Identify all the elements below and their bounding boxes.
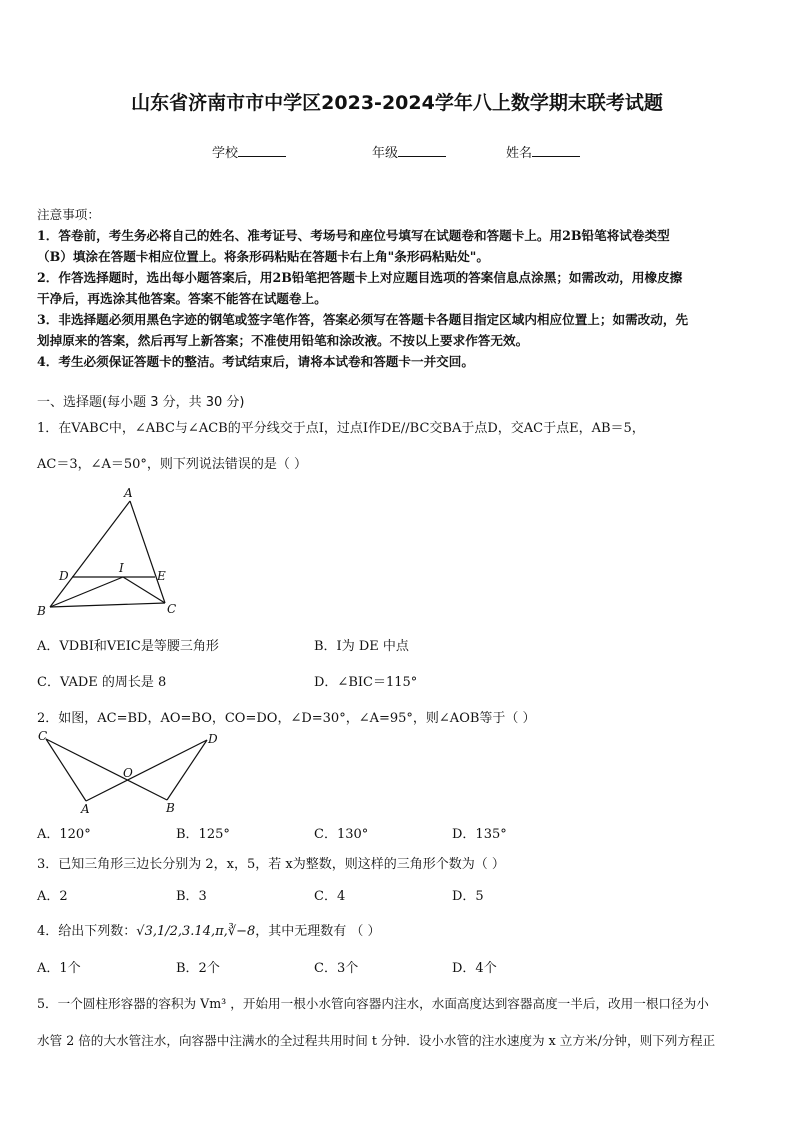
q1-option-d: D．∠BIC＝115°	[314, 675, 418, 690]
name-field	[506, 142, 580, 161]
q4-option-a: A．1个	[37, 961, 81, 976]
notice-line: 3．非选择题必须用黑色字迹的钢笔或签字笔作答，答案必须写在答题卡各题目指定区域内相应位置上；如需改动，先	[37, 312, 689, 327]
grade-field	[372, 142, 446, 161]
school-blank	[238, 144, 286, 157]
grade-blank	[398, 144, 446, 157]
name-label: 姓名	[506, 146, 533, 161]
notice-line: 划掉原来的答案，然后再写上新答案；不准使用铅笔和涂改液。不按以上要求作答无效。	[37, 333, 529, 348]
segment-ca	[46, 739, 86, 801]
notice-line: （B）填涂在答题卡相应位置上。将条形码粘贴在答题卡右上角"条形码粘贴处"。	[37, 249, 489, 264]
q3-option-a: A．2	[37, 889, 68, 904]
label-b: B	[37, 604, 46, 618]
label-c: C	[167, 602, 177, 616]
school-label: 学校	[212, 146, 239, 161]
q3-option-b: B．3	[176, 889, 207, 904]
q1-stem-line1: 1．在VABC中，∠ABC与∠ACB的平分线交于点I，过点I作DE//BC交BA于点D，交AC于点E，AB＝5，	[37, 421, 645, 436]
q4-item-fraction: 1/2	[156, 924, 178, 939]
notice-heading: 注意事项：	[37, 207, 100, 222]
q4-stem-pre: 4．给出下列数：	[37, 924, 137, 939]
q2-option-b: B．125°	[176, 827, 230, 842]
q4-item: ∛−8	[227, 924, 256, 939]
label-i: I	[119, 561, 124, 575]
q5-stem-line2: 水管 2 倍的大水管注水，向容器中注满水的全过程共用时间 t 分钟．设小水管的注水速度为 x 立方米/分钟，则下列方程正	[37, 1033, 716, 1048]
q4-option-d: D．4个	[452, 961, 497, 976]
q1-option-b: B．I为 DE 中点	[314, 639, 409, 654]
q2-option-a: A．120°	[37, 827, 91, 842]
school-field	[212, 142, 286, 161]
label-o: O	[123, 766, 133, 780]
label-d: D	[208, 732, 218, 746]
grade-label: 年级	[372, 146, 399, 161]
label-e: E	[157, 569, 166, 583]
segment-bd	[167, 740, 207, 800]
q4-stem	[37, 920, 381, 939]
q1-stem-line2: AC＝3，∠A＝50°，则下列说法错误的是（ ）	[37, 457, 308, 472]
q4-option-c: C．3个	[314, 961, 359, 976]
notice-line: 2．作答选择题时，选出每小题答案后，用2B铅笔把答题卡上对应题目选项的答案信息点涂黑；如需改动，用橡皮擦	[37, 270, 683, 285]
section-heading: 一、选择题(每小题 3 分，共 30 分)	[37, 395, 245, 410]
q3-stem: 3．已知三角形三边长分别为 2，x，5，若 x为整数，则这样的三角形个数为（ ）	[37, 857, 505, 872]
label-c: C	[38, 729, 48, 743]
label-a: A	[124, 486, 133, 500]
page-title: 山东省济南市市中学区2023-2024学年八上数学期末联考试题	[131, 92, 663, 114]
q2-option-d: D．135°	[452, 827, 507, 842]
side-ac	[130, 501, 165, 603]
q4-option-b: B．2个	[176, 961, 220, 976]
q2-option-c: C．130°	[314, 827, 369, 842]
q4-item: ,3.14,π,	[177, 924, 228, 939]
notice-line: 4．考生必须保证答题卡的整洁。考试结束后，请将本试卷和答题卡一并交回。	[37, 354, 474, 369]
segment-ad	[86, 740, 207, 801]
q4-item: √3,	[136, 924, 157, 939]
q3-option-d: D．5	[452, 889, 484, 904]
q1-option-a: A．VDBI和VEIC是等腰三角形	[37, 639, 219, 654]
side-bc	[50, 603, 165, 607]
label-b: B	[166, 801, 175, 815]
notice-line: 干净后，再选涂其他答案。答案不能答在试题卷上。	[37, 291, 327, 306]
q5-stem-line1: 5．一个圆柱形容器的容积为 Vm³ ，开始用一根小水管向容器内注水，水面高度达到容器高度一半后，改用一根口径为小	[37, 996, 709, 1011]
notice-line: 1．答卷前，考生务必将自己的姓名、准考证号、考场号和座位号填写在试题卷和答题卡上。用2B铅笔将试卷类型	[37, 228, 670, 243]
q4-number-list	[136, 924, 255, 939]
q1-option-c: C．VADE 的周长是 8	[37, 675, 167, 690]
name-blank	[532, 144, 580, 157]
q2-stem: 2．如图，AC=BD，AO=BO，CO=DO，∠D=30°，∠A=95°，则∠AOB等于（ ）	[37, 711, 536, 726]
q4-stem-post: ，其中无理数有 （ ）	[255, 924, 381, 939]
label-a: A	[81, 802, 90, 816]
q2-figure	[30, 728, 230, 816]
q1-triangle-figure	[30, 484, 190, 619]
q3-option-c: C．4	[314, 889, 346, 904]
label-d: D	[59, 569, 69, 583]
